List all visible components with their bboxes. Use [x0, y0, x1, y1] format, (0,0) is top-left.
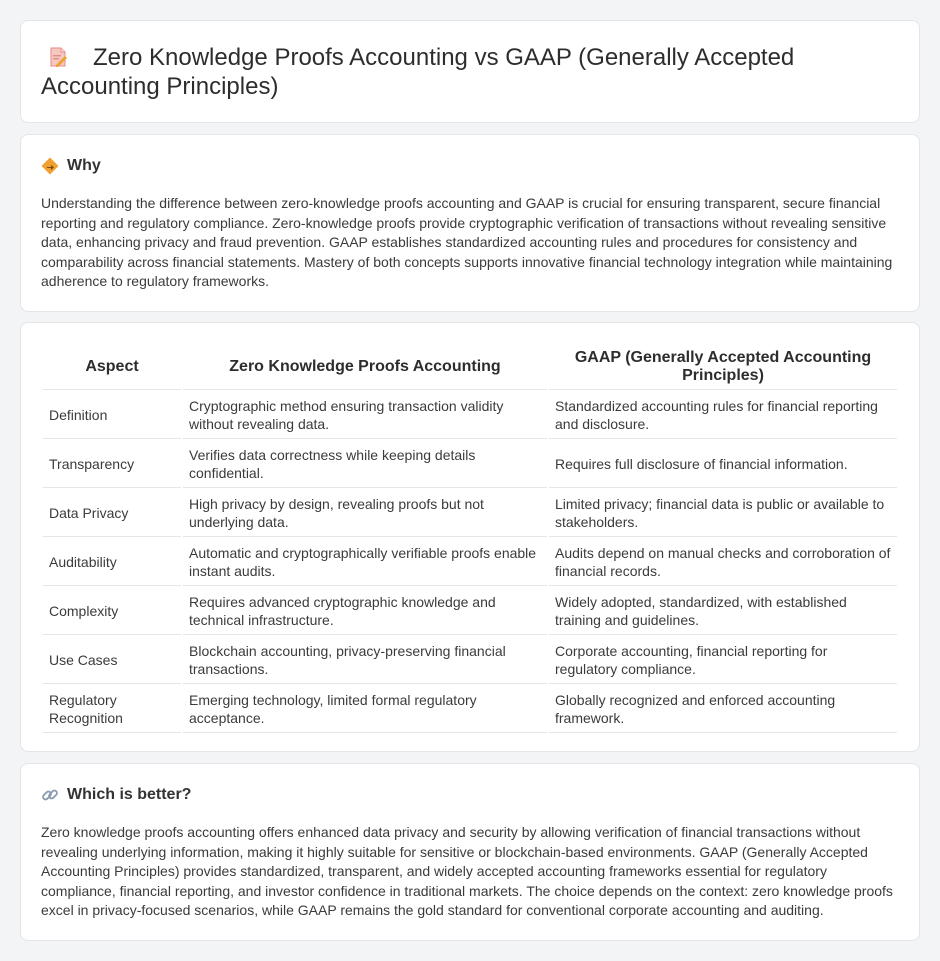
header-gaap: GAAP (Generally Accepted Accounting Principles): [549, 345, 897, 390]
table-header-row: [43, 345, 897, 390]
diamond-signpost-icon: [41, 157, 59, 175]
which-better-section: [20, 763, 920, 941]
why-paragraph: Understanding the difference between zero-knowledge proofs accounting and GAAP is crucial for ensuring transparent, secure financial reporting and regulatory compliance. Zero-knowledge proofs provide cryptographic verification of transactions without revealing sensitive data, enhancing privacy and fraud prevention. GAAP establishes standardized accounting rules and procedures for consistency and comparability across financial statements. Mastery of both concepts supports innovative financial technology integration while maintaining adherence to regulatory frameworks.: [41, 195, 893, 290]
row-aspect: Transparency: [43, 441, 181, 488]
table-row: [43, 441, 897, 488]
row-aspect: Use Cases: [43, 637, 181, 684]
row-gaap: Standardized accounting rules for financial reporting and disclosure.: [549, 392, 897, 439]
table-row: [43, 588, 897, 635]
link-icon: [41, 786, 59, 804]
comparison-card: [20, 322, 920, 752]
row-zkp: Cryptographic method ensuring transaction validity without revealing data.: [183, 392, 547, 439]
table-row: [43, 490, 897, 537]
title-card: [20, 20, 920, 123]
page-title-heading: [41, 43, 899, 101]
better-paragraph: Zero knowledge proofs accounting offers enhanced data privacy and security by allowing verification of financial transactions without revealing underlying information, making it highly suitable for sensitive or blockchain-based environments. GAAP (Generally Accepted Accounting Principles) provides standardized, transparent, and widely accepted accounting frameworks essential for regulatory compliance, financial reporting, and investor confidence in traditional markets. The choice depends on the context: zero knowledge proofs excel in privacy-focused scenarios, while GAAP remains the gold standard for conventional corporate accounting and auditing.: [41, 824, 893, 919]
why-section: [20, 134, 920, 312]
row-gaap: Widely adopted, standardized, with established training and guidelines.: [549, 588, 897, 635]
row-gaap: Audits depend on manual checks and corroboration of financial records.: [549, 539, 897, 586]
better-heading-text: Which is better?: [67, 786, 192, 803]
row-zkp: Requires advanced cryptographic knowledge and technical infrastructure.: [183, 588, 547, 635]
row-zkp: Verifies data correctness while keeping details confidential.: [183, 441, 547, 488]
document-edit-icon: [47, 46, 69, 68]
row-aspect: Complexity: [43, 588, 181, 635]
row-zkp: Emerging technology, limited formal regulatory acceptance.: [183, 686, 547, 733]
row-zkp: High privacy by design, revealing proofs but not underlying data.: [183, 490, 547, 537]
table-row: [43, 637, 897, 684]
row-gaap: Globally recognized and enforced accounting framework.: [549, 686, 897, 733]
why-heading: [41, 155, 899, 177]
header-aspect: Aspect: [43, 345, 181, 390]
row-zkp: Blockchain accounting, privacy-preserving financial transactions.: [183, 637, 547, 684]
row-gaap: Corporate accounting, financial reporting for regulatory compliance.: [549, 637, 897, 684]
header-zkp: Zero Knowledge Proofs Accounting: [183, 345, 547, 390]
row-gaap: Requires full disclosure of financial information.: [549, 441, 897, 488]
page-title: Zero Knowledge Proofs Accounting vs GAAP (Generally Accepted Accounting Principles): [41, 44, 795, 100]
table-row: [43, 686, 897, 733]
row-aspect: Definition: [43, 392, 181, 439]
table-row: [43, 392, 897, 439]
table-row: [43, 539, 897, 586]
why-heading-text: Why: [67, 157, 101, 174]
row-aspect: Regulatory Recognition: [43, 686, 181, 733]
better-heading: [41, 784, 899, 806]
comparison-table: [41, 343, 899, 735]
row-aspect: Data Privacy: [43, 490, 181, 537]
row-aspect: Auditability: [43, 539, 181, 586]
row-zkp: Automatic and cryptographically verifiable proofs enable instant audits.: [183, 539, 547, 586]
row-gaap: Limited privacy; financial data is public or available to stakeholders.: [549, 490, 897, 537]
